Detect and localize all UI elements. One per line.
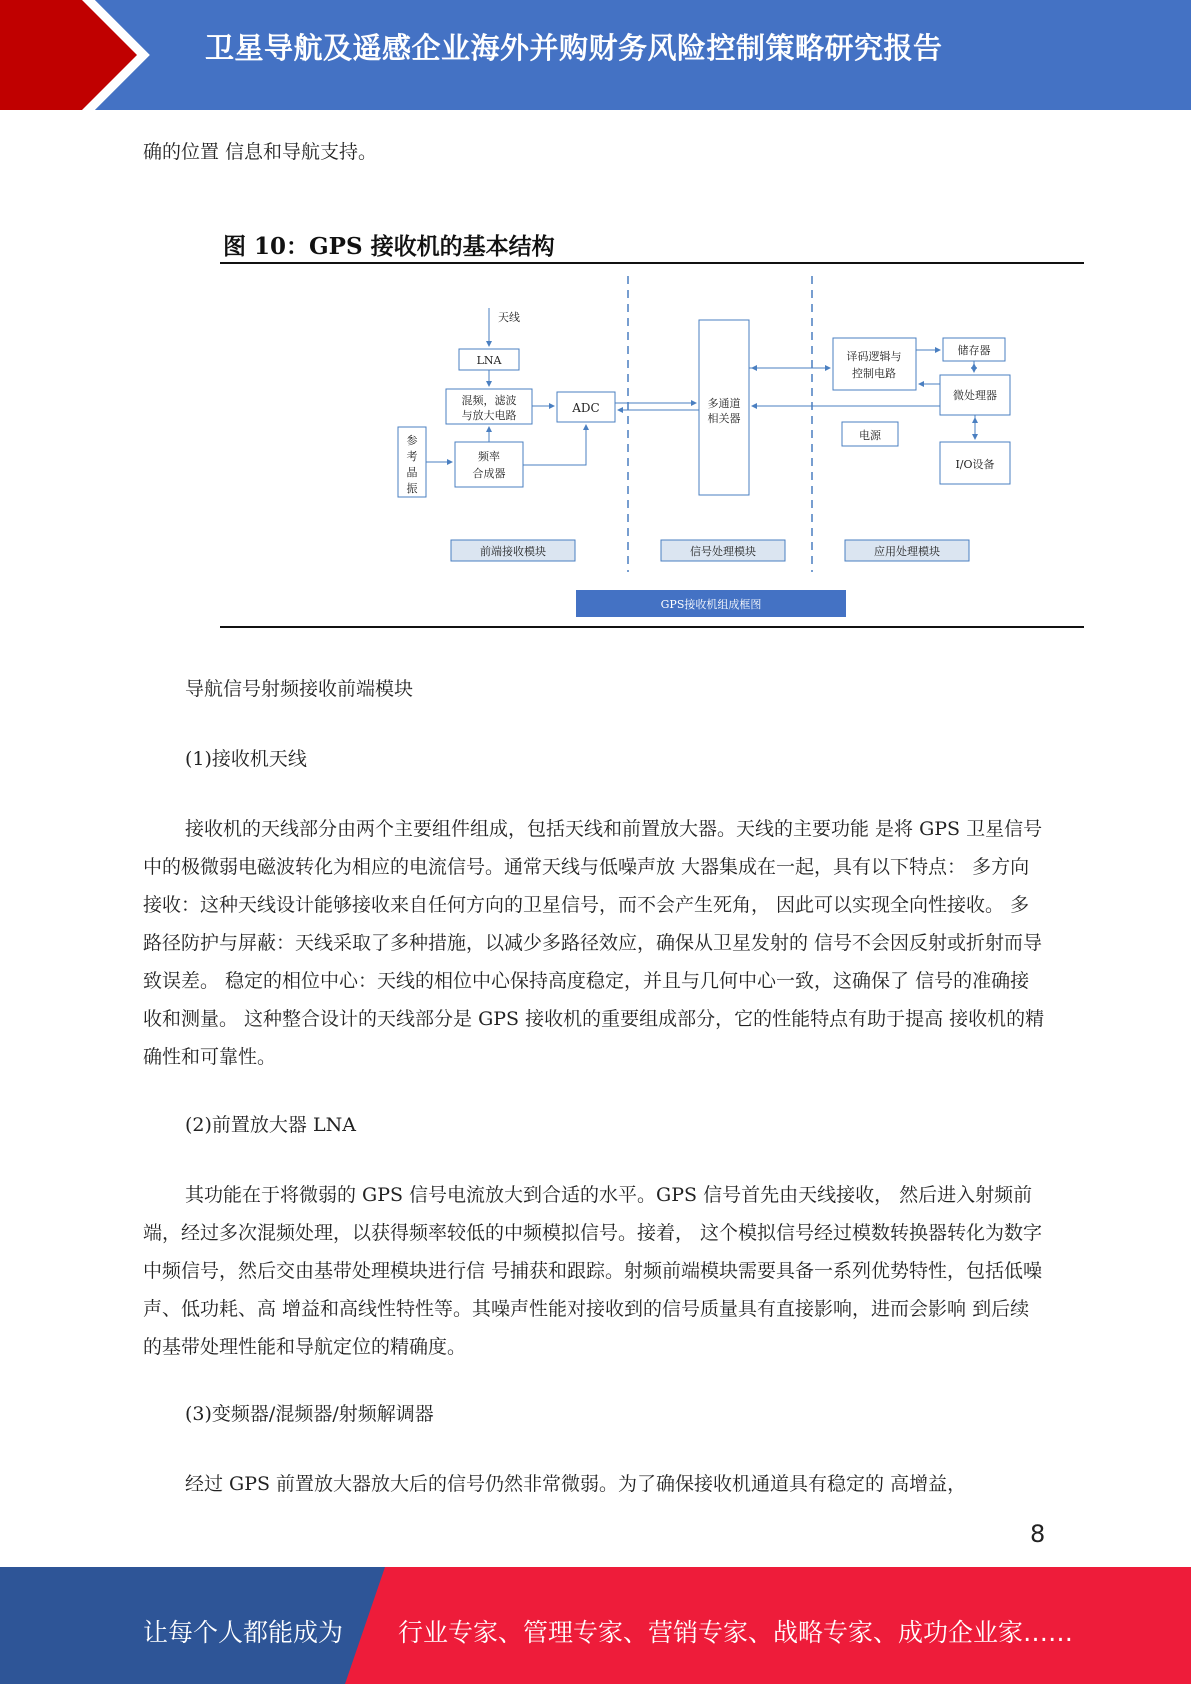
paragraph-lna: 其功能在于将微弱的 GPS 信号电流放大到合适的水平。GPS 信号首先由天线接收， 然后进入射频前端，经过多次混频处理，以获得频率较低的中频模拟信号。接着， 这个模拟信号经过模数转换器转化为数字中频信号，然后交由基带处理模块进行信 号捕获和跟踪。射频前端模块需要具备一系列优势特性，包括低噪声、低功耗、高 增益和高线性特性等。其噪声性能对接收到的信号质量具有直接影响，进而会影响 到后续的基带处理性能和导航定位的精确度。 — [143, 1184, 1043, 1358]
ref-osc-char-3: 晶 — [406, 466, 418, 479]
footer-slogan-left: 让每个人都能成为 — [143, 1618, 344, 1647]
antenna-label: 天线 — [498, 311, 520, 324]
heading-mixer: (3)变频器/混频器/射频解调器 — [185, 1403, 434, 1425]
header-chevron-graphic — [0, 0, 160, 110]
adc-label: ADC — [572, 401, 600, 415]
decoder-label-2: 控制电路 — [852, 367, 896, 380]
figure-top-rule — [220, 262, 1084, 264]
module-front-label: 前端接收模块 — [480, 545, 546, 558]
heading-lna: (2)前置放大器 LNA — [185, 1114, 356, 1136]
footer-slogan-right: 行业专家、管理专家、营销专家、战略专家、成功企业家…… — [398, 1618, 1074, 1647]
module-app-label: 应用处理模块 — [874, 545, 940, 558]
module-signal-label: 信号处理模块 — [690, 545, 756, 558]
correlator-label-2: 相关器 — [707, 412, 741, 425]
freq-synth-label-2: 合成器 — [472, 467, 506, 480]
figure-title: 图 10：GPS 接收机的基本结构 — [223, 233, 555, 260]
power-label: 电源 — [859, 429, 881, 442]
paragraph-antenna: 接收机的天线部分由两个主要组件组成，包括天线和前置放大器。天线的主要功能 是将 GPS 卫星信号中的极微弱电磁波转化为相应的电流信号。通常天线与低噪声放 大器集成在一起，具有以下特点： 多方向接收：这种天线设计能够接收来自任何方向的卫星信号，而不会产生死角， 因此可以实现全向性接收。 多路径防护与屏蔽：天线采取了多种措施，以减少多路径效应，确保从卫星发射的 信号不会因反射或折射而导致误差。 稳定的相位中心：天线的相位中心保持高度稳定，并且与几何中心一致，这确保了 信号的准确接收和测量。 这种整合设计的天线部分是 GPS 接收机的重要组成部分，它的性能特点有助于提高 接收机的精确性和可靠性。 — [143, 818, 1045, 1068]
paragraph-mixer: 经过 GPS 前置放大器放大后的信号仍然非常微弱。为了确保接收机通道具有稳定的 高增益， — [185, 1473, 967, 1495]
mcu-label: 微处理器 — [953, 389, 997, 402]
caption-bar-label: GPS接收机组成框图 — [660, 598, 762, 611]
intro-line: 确的位置 信息和导航支持。 — [143, 141, 378, 163]
mixer-label-2: 与放大电路 — [461, 409, 517, 422]
report-title: 卫星导航及遥感企业海外并购财务风险控制策略研究报告 — [205, 31, 943, 65]
decoder-label-1: 译码逻辑与 — [846, 350, 902, 363]
decoder-box — [833, 338, 916, 390]
freq-synth-box — [455, 442, 523, 487]
ref-osc-char-4: 振 — [406, 482, 418, 495]
heading-frontend: 导航信号射频接收前端模块 — [185, 678, 414, 700]
io-label: I/O设备 — [955, 458, 995, 471]
correlator-label-1: 多通道 — [707, 397, 741, 410]
ref-osc-char-1: 参 — [406, 434, 418, 447]
heading-antenna: (1)接收机天线 — [185, 748, 307, 770]
storage-label: 储存器 — [957, 344, 991, 357]
figure-bottom-rule — [220, 626, 1084, 628]
freq-synth-label-1: 频率 — [478, 450, 500, 463]
page-header — [0, 0, 1191, 110]
mixer-label-1: 混频，滤波 — [461, 394, 517, 407]
lna-label: LNA — [476, 354, 502, 367]
page-number: 8 — [1030, 1520, 1046, 1548]
ref-osc-char-2: 考 — [406, 450, 418, 463]
gps-receiver-diagram — [380, 272, 1040, 622]
